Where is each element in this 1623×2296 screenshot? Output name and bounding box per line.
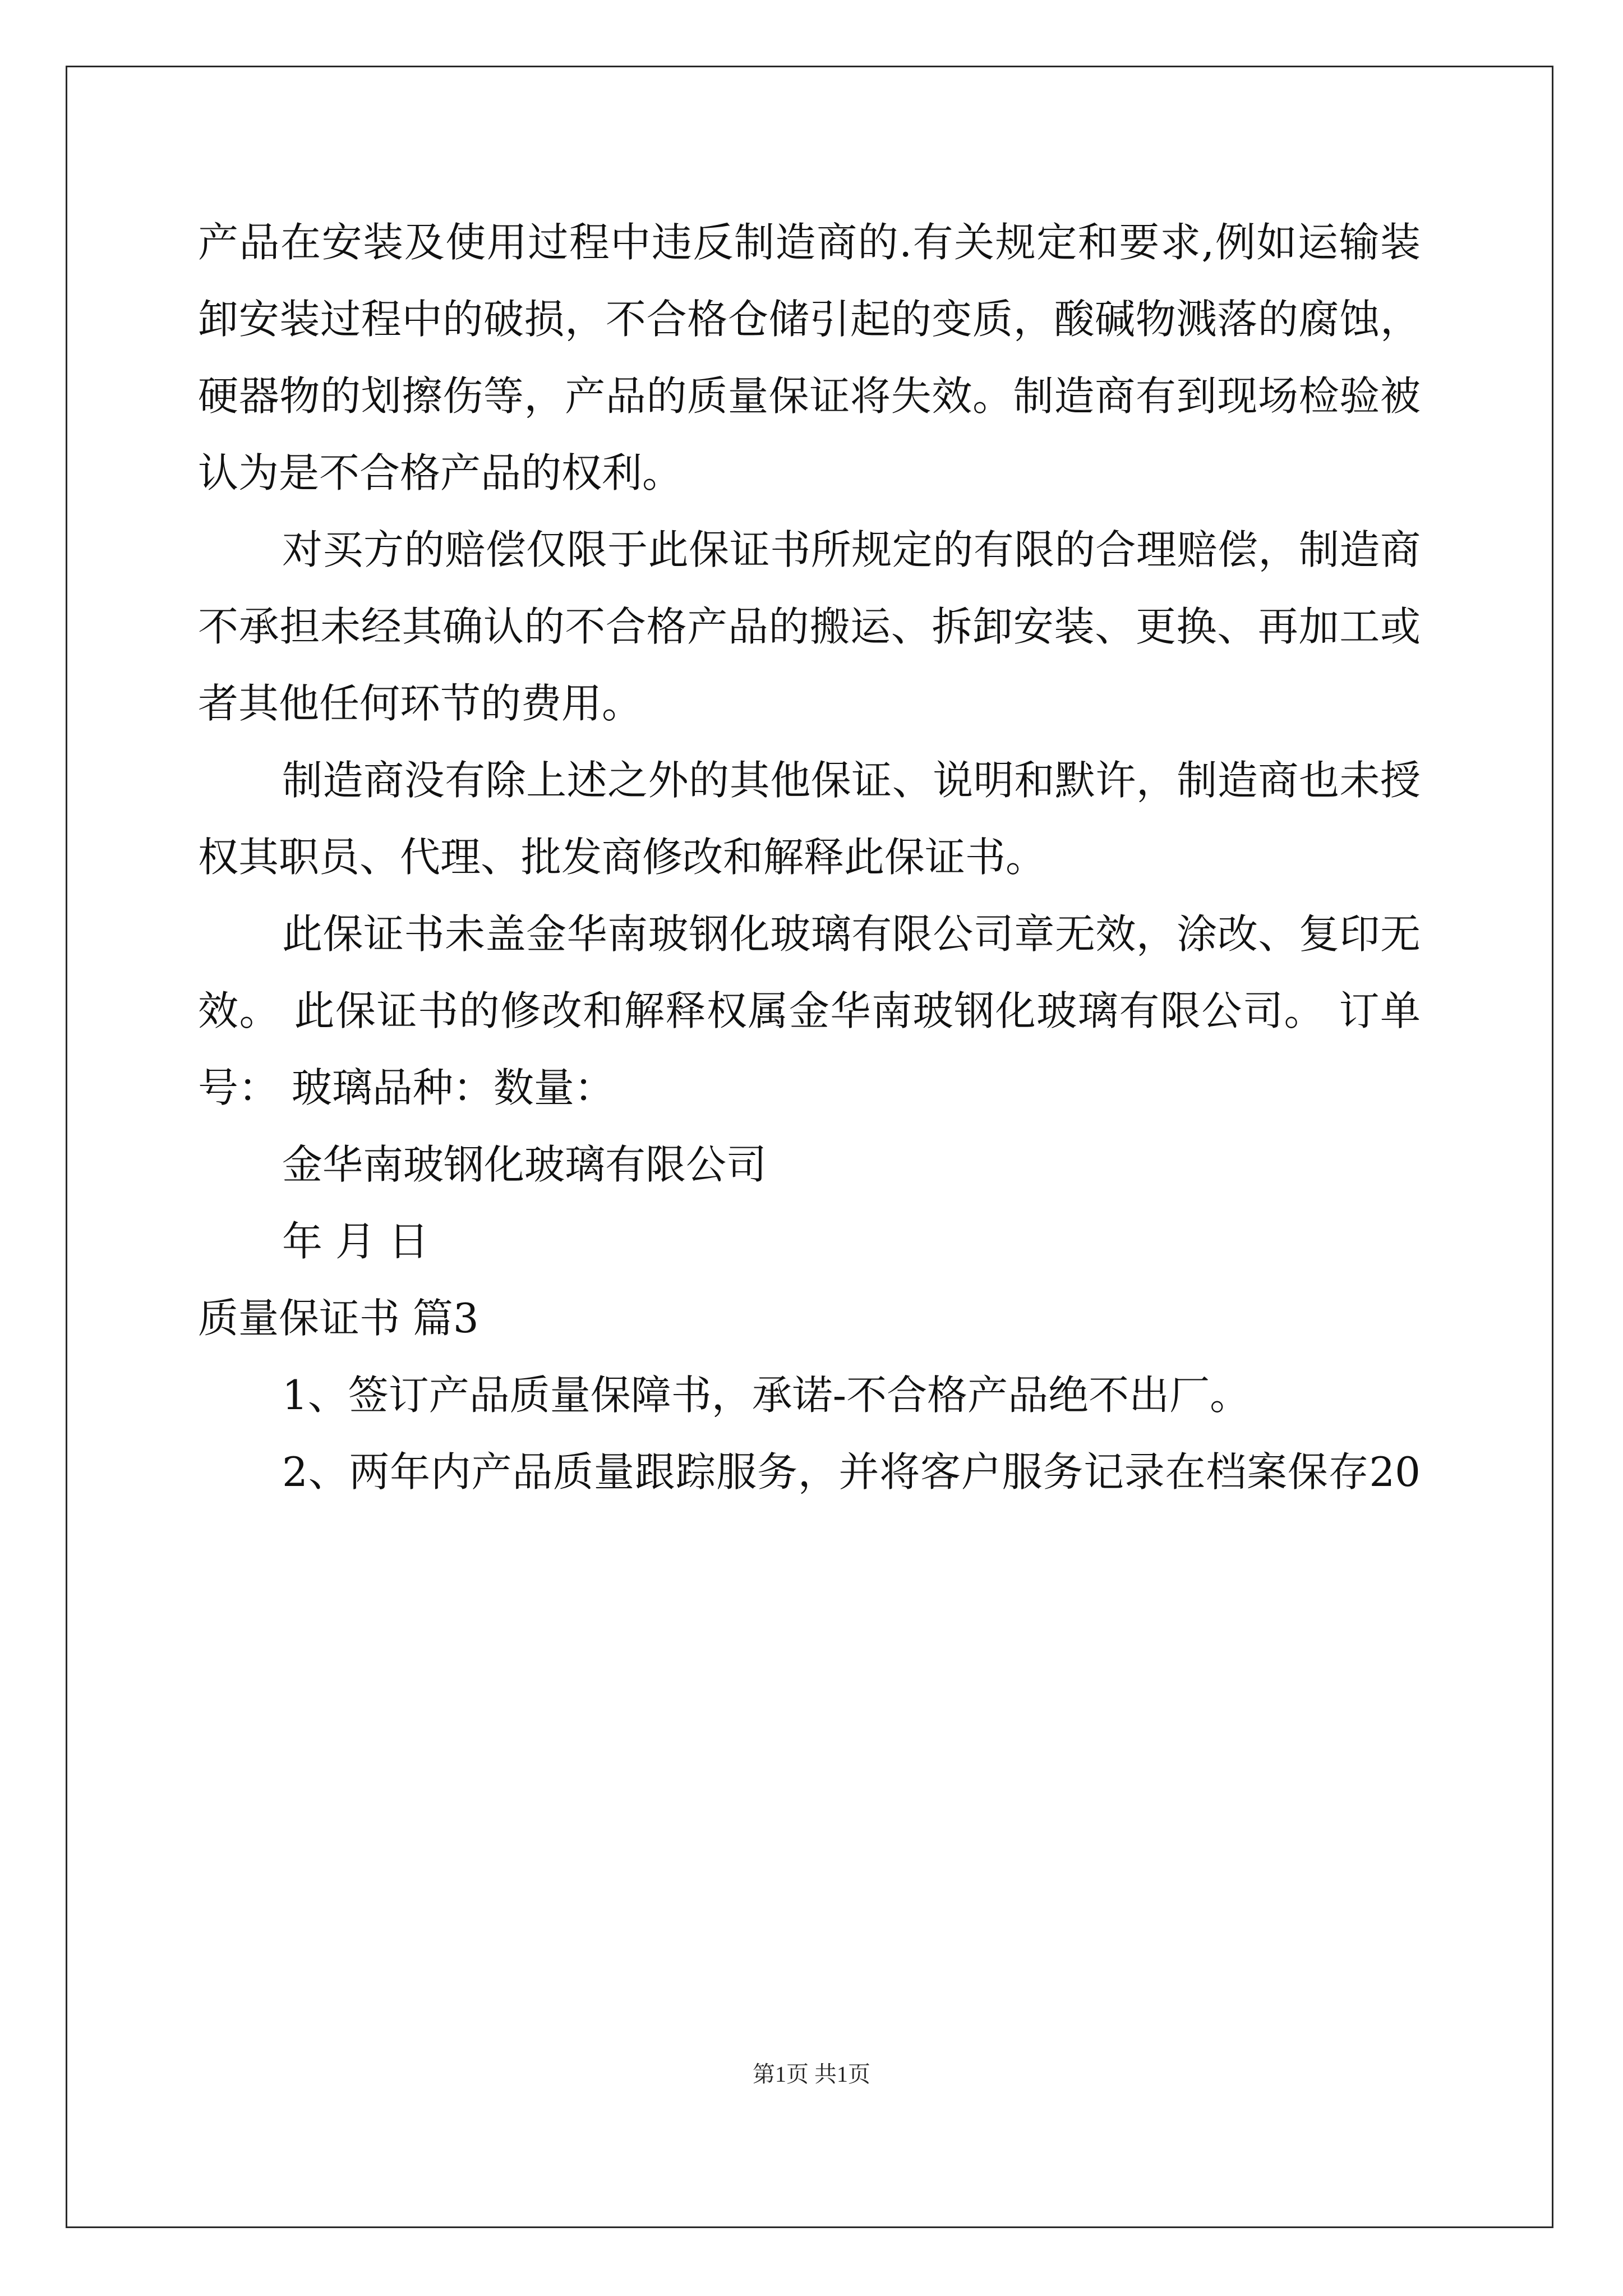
paragraph-line: 权其职员、代理、批发商修改和解释此保证书。 bbox=[198, 834, 1046, 881]
paragraph-line: 不承担未经其确认的不合格产品的搬运、拆卸安装、更换、再加工或 bbox=[198, 603, 1421, 650]
date-line: 年 月 日 bbox=[282, 1218, 429, 1265]
paragraph-line: 对买方的赔偿仅限于此保证书所规定的有限的合理赔偿，制造商 bbox=[282, 526, 1421, 573]
list-item: 1、签订产品质量保障书，承诺-不合格产品绝不出厂。 bbox=[282, 1372, 1251, 1419]
list-item: 2、两年内产品质量跟踪服务，并将客户服务记录在档案保存20 bbox=[282, 1448, 1421, 1496]
paragraph-line: 此保证书未盖金华南玻钢化玻璃有限公司章无效，涂改、复印无 bbox=[282, 910, 1421, 958]
page-footer: 第1页 共1页 bbox=[753, 2062, 870, 2087]
paragraph-line: 产品在安装及使用过程中违反制造商的.有关规定和要求,例如运输装 bbox=[198, 219, 1421, 266]
paragraph-line: 卸安装过程中的破损，不合格仓储引起的变质，酸碱物溅落的腐蚀， bbox=[198, 296, 1421, 343]
paragraph-line: 制造商没有除上述之外的其他保证、说明和默许，制造商也未授 bbox=[282, 757, 1421, 804]
paragraph-line: 者其他任何环节的费用。 bbox=[198, 680, 643, 727]
section-heading: 质量保证书 篇3 bbox=[198, 1295, 479, 1342]
paragraph-line: 号： 玻璃品种：数量： bbox=[198, 1064, 615, 1111]
paragraph-line: 硬器物的划擦伤等，产品的质量保证将失效。制造商有到现场检验被 bbox=[198, 372, 1421, 420]
paragraph-line: 效。 此保证书的修改和解释权属金华南玻钢化玻璃有限公司。 订单 bbox=[198, 987, 1421, 1034]
paragraph-line: 认为是不合格产品的权利。 bbox=[198, 449, 683, 496]
company-name: 金华南玻钢化玻璃有限公司 bbox=[282, 1141, 767, 1188]
